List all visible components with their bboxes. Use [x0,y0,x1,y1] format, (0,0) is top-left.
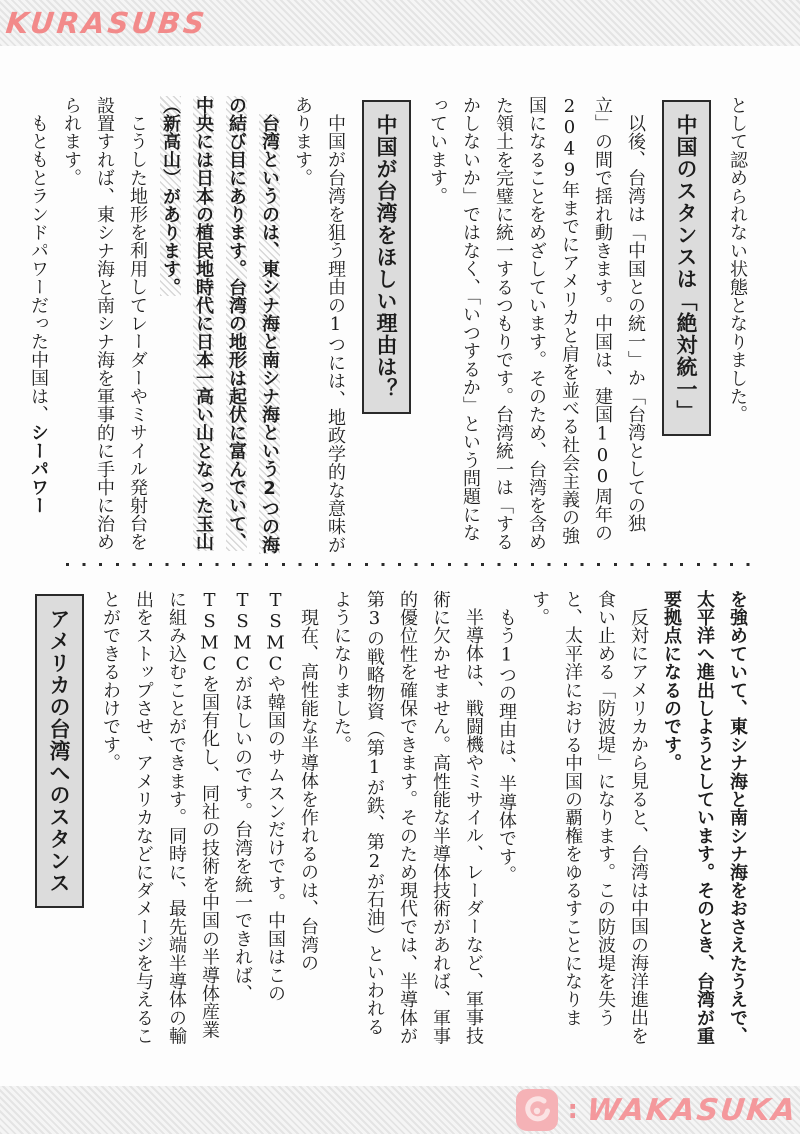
paragraph [55,96,154,554]
paragraph [523,590,655,1052]
dotted-divider [66,563,750,566]
watermark-separator: : [567,1095,578,1125]
paragraph [325,590,490,1052]
paragraph [421,96,652,554]
text-run: 以後、台湾は「中国との統一」か「台湾としての独立」の間で揺れ動きます。中国は、建国100周年の2049年までにアメリカと肩を並べる社会主義の強国になることをめざしています。そのため、台湾を含めた領土を完璧に統一するつもりです。台湾統一は「するかしないか」ではなく、「いつするか」という問題になっています。 [427,96,646,551]
text-run: こうした地形を利用してレーダーやミサイル発射台を設置すれば、東シナ海と南シナ海を軍事的に手中に治められます。 [61,96,148,551]
heading-box: 中国が台湾をほしい理由は？ [362,100,411,414]
text-run: として認められない状態となりました。 [727,96,748,424]
section-heading [652,96,721,554]
text-run: もともとランドパワーだった中国は、 [28,114,49,424]
page-text-section-top [28,96,754,554]
spiral-badge-icon [516,1089,558,1131]
section-heading [352,96,421,554]
text-run: 現在、高性能な半導体を作れるのは、台湾のTSMCや韓国のサムスンだけです。中国はこのTSMCがほしいのです。台湾を統一できれば、TSMCを国有化し、同社の技術を中国の半導体産業に組み込むことができます。同時に、最先端半導体の輸出をストップさせ、アメリカなどにダメージを与えることができるわけです。 [100,590,319,1045]
paragraph [94,590,325,1052]
top-watermark-band [0,0,800,46]
paragraph [655,590,754,1052]
text-run: もう1つの理由は、半導体です。 [496,608,517,884]
section-heading [25,590,94,1052]
text-run: を強めていて、東シナ海と南シナ海をおさえたうえで、太平洋へ進出しようとしています。そのとき、台湾が重要拠点になるのです。 [661,590,748,1045]
text-run: 半導体は、戦闘機やミサイル、レーダーなど、軍事技術に欠かせません。高性能な半導体技術があれば、軍事的優位性を確保できます。そのため現代では、半導体が第3の戦略物資（第1が鉄、第2が石油）といわれるようになりました。 [331,590,484,1045]
paragraph [22,96,55,554]
text-run: シーパワー [28,423,49,515]
text-run: 反対にアメリカから見ると、台湾は中国の海洋進出を食い止める「防波堤」になります。この防波堤を失うと、太平洋における中国の覇権をゆるすことになります。 [529,590,649,1045]
heading-box: アメリカの台湾へのスタンス [35,594,84,908]
text-run: 中国が台湾を狙う理由の1つには、地政学的な意味があります。 [292,96,346,554]
bottom-watermark-band [0,1086,800,1134]
paragraph [721,96,754,554]
text-run: 台湾というのは、東シナ海と南シナ海という2つの海の結び目にあります。台湾の地形は起伏に富んでいて、中央には日本の植民地時代に日本一高い山となった玉山（新高山）があります。 [160,96,280,554]
paragraph [286,96,352,554]
page-text-section-bottom [46,590,754,1052]
kurasubs-watermark: KURASUBS [4,6,209,40]
paragraph [490,590,523,1052]
wakasuka-watermark: WAKASUKA [585,1092,799,1128]
heading-box: 中国のスタンスは「絶対統一」 [662,100,711,436]
paragraph [154,96,286,554]
